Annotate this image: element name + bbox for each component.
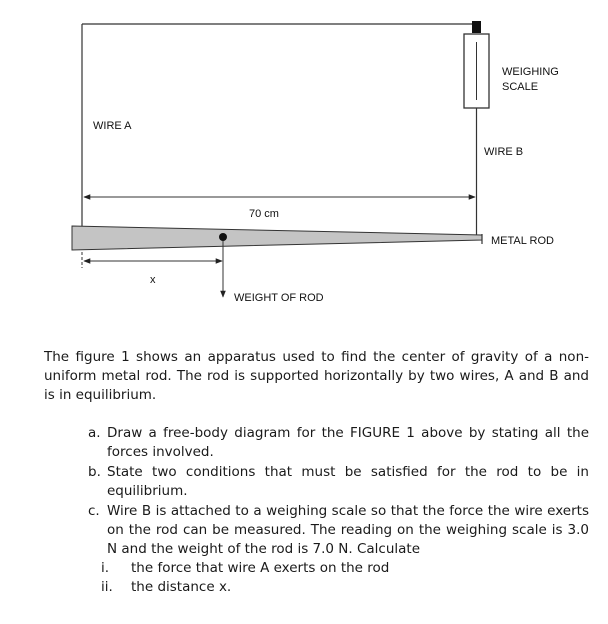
center-of-gravity-dot <box>219 233 227 241</box>
label-weighing-scale-line1: WEIGHING <box>502 66 559 78</box>
question-c <box>88 502 589 559</box>
label-weighing-scale-line2: SCALE <box>502 81 539 93</box>
subquestion-marker: i. <box>101 560 110 576</box>
subquestion-ii <box>101 578 589 597</box>
question-text-c: Wire B is attached to a weighing scale so that the force the wire exerts on the rod can be measured. The reading on the weighing scale is 3.0 N and the weight of the rod is 7.0 N. Calculate <box>107 503 589 557</box>
label-x: x <box>150 274 156 286</box>
subquestion-i <box>101 559 589 578</box>
question-b <box>88 463 589 501</box>
label-wire-a: WIRE A <box>93 120 132 132</box>
question-text-a: Draw a free-body diagram for the FIGURE 1 above by stating all the forces involved. <box>107 425 589 460</box>
question-marker: c. <box>88 503 100 519</box>
label-metal-rod: METAL ROD <box>491 235 554 247</box>
question-marker: b. <box>88 464 101 480</box>
subquestion-text-i: the force that wire A exerts on the rod <box>131 560 390 576</box>
scale-hook <box>472 21 481 33</box>
subquestion-text-ii: the distance x. <box>131 579 232 595</box>
intro-paragraph: The figure 1 shows an apparatus used to find the center of gravity of a non-uniform metal rod. The rod is supported horizontally by two wires, A and B and is in equilibrium. <box>44 349 589 403</box>
question-text <box>44 348 589 597</box>
question-a <box>88 424 589 462</box>
subquestion-marker: ii. <box>101 579 113 595</box>
label-wire-b: WIRE B <box>484 146 524 158</box>
label-weight-of-rod: WEIGHT OF ROD <box>234 292 324 304</box>
metal-rod <box>72 226 482 250</box>
label-length: 70 cm <box>249 208 279 220</box>
weighing-scale <box>464 34 489 108</box>
question-marker: a. <box>88 425 101 441</box>
question-text-b: State two conditions that must be satisfied for the rod to be in equilibrium. <box>107 464 589 499</box>
